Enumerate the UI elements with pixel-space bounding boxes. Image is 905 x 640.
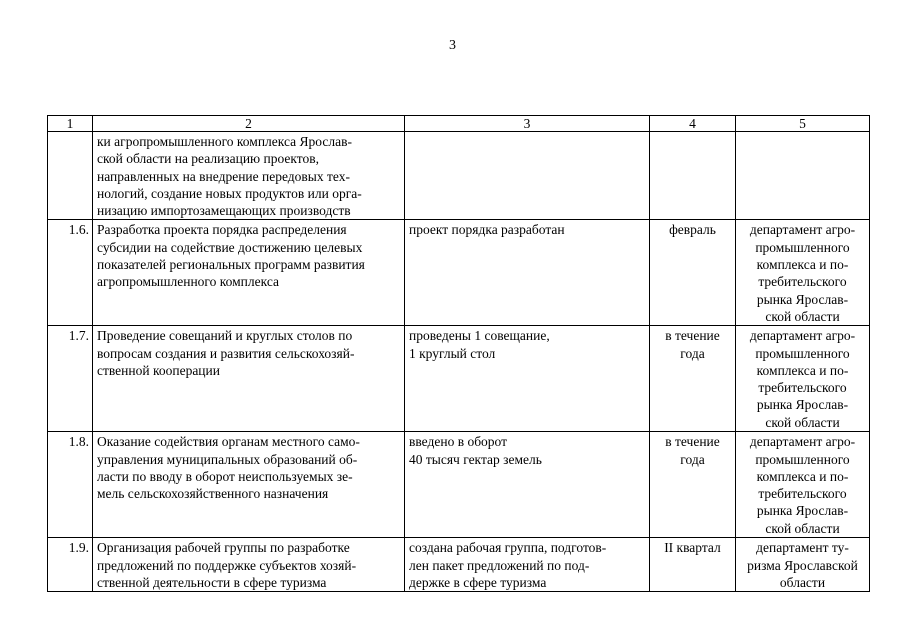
- table-row: [48, 326, 870, 432]
- cell-text-line: Разработка проекта порядка распределения: [97, 222, 347, 238]
- table-row: [48, 432, 870, 538]
- cell-text-line: департамент агро-: [749, 222, 856, 238]
- responsible-cell: [736, 326, 870, 432]
- cell-text-line: департамент агро-: [749, 328, 856, 344]
- cell-text-line: промышленного: [755, 451, 850, 467]
- column-header: 4: [650, 116, 736, 132]
- term-cell: [650, 538, 736, 592]
- cell-text-line: Проведение совещаний и круглых столов по: [97, 328, 353, 344]
- table-row: [48, 220, 870, 326]
- plan-table: [47, 115, 870, 592]
- activity-cell: [93, 220, 405, 326]
- cell-text-line: требительского: [758, 274, 847, 290]
- cell-text-line: низацию импортозамещающих производств: [97, 203, 351, 219]
- cell-text-line: ской области: [765, 308, 840, 324]
- cell-text-line: департамент агро-: [749, 434, 856, 450]
- cell-text-line: ственной кооперации: [97, 362, 220, 378]
- cell-text-line: предложений по поддержке субъектов хозяй-: [97, 557, 357, 573]
- result-cell: [405, 326, 650, 432]
- cell-text-line: ской области на реализацию проектов,: [97, 151, 320, 167]
- cell-text-line: проведены 1 совещание,: [409, 328, 550, 344]
- cell-text-line: Оказание содействия органам местного само-: [97, 434, 360, 450]
- cell-text-line: ризма Ярославской: [747, 557, 858, 573]
- table-row: [48, 538, 870, 592]
- row-number-cell: [48, 132, 93, 220]
- cell-text-line: промышленного: [755, 345, 850, 361]
- cell-text-line: комплекса и по-: [756, 257, 849, 273]
- cell-text-line: Организация рабочей группы по разработке: [97, 540, 350, 556]
- cell-text-line: 1 круглый стол: [409, 345, 496, 361]
- result-cell: [405, 432, 650, 538]
- page-number: 3: [449, 38, 456, 53]
- cell-text-line: промышленного: [755, 239, 850, 255]
- responsible-cell: [736, 132, 870, 220]
- term-cell: [650, 220, 736, 326]
- cell-text-line: проект порядка разработан: [409, 222, 565, 238]
- activity-cell: [93, 326, 405, 432]
- cell-text-line: держке в сфере туризма: [409, 574, 547, 590]
- column-header: 3: [405, 116, 650, 132]
- result-cell: [405, 132, 650, 220]
- cell-text-line: ственной деятельности в сфере туризма: [97, 574, 327, 590]
- cell-text-line: направленных на внедрение передовых тех-: [97, 168, 350, 184]
- result-cell: [405, 220, 650, 326]
- cell-text-line: агропромышленного комплекса: [97, 274, 279, 290]
- cell-text-line: субсидии на содействие достижению целевых: [97, 239, 363, 255]
- cell-text-line: II квартал: [664, 540, 721, 556]
- cell-text-line: рынка Ярослав-: [756, 291, 849, 307]
- cell-text-line: требительского: [758, 486, 847, 502]
- cell-text-line: комплекса и по-: [756, 362, 849, 378]
- cell-text-line: введено в оборот: [409, 434, 508, 450]
- cell-text-line: года: [680, 451, 705, 467]
- cell-text-line: лен пакет предложений по под-: [409, 557, 590, 573]
- cell-text-line: года: [680, 345, 705, 361]
- responsible-cell: [736, 220, 870, 326]
- responsible-cell: [736, 538, 870, 592]
- cell-text-line: ки агропромышленного комплекса Ярослав-: [97, 134, 352, 149]
- activity-cell: [93, 132, 405, 220]
- cell-text-line: нологий, создание новых продуктов или орга-: [97, 185, 362, 201]
- column-header: 2: [93, 116, 405, 132]
- term-cell: [650, 326, 736, 432]
- cell-text-line: ской области: [765, 520, 840, 536]
- activity-cell: [93, 538, 405, 592]
- activity-cell: [93, 432, 405, 538]
- cell-text-line: показателей региональных программ развития: [97, 257, 365, 273]
- result-cell: [405, 538, 650, 592]
- cell-text-line: в течение: [665, 434, 720, 450]
- cell-text-line: комплекса и по-: [756, 468, 849, 484]
- cell-text-line: области: [779, 574, 826, 590]
- row-number-cell: 1.6.: [48, 220, 93, 326]
- cell-text-line: 40 тысяч гектар земель: [409, 451, 542, 467]
- table-row: [48, 132, 870, 220]
- cell-text-line: управления муниципальных образований об-: [97, 451, 358, 467]
- cell-text-line: вопросам создания и развития сельскохозяй-: [97, 345, 355, 361]
- row-number-cell: 1.8.: [48, 432, 93, 538]
- term-cell: [650, 432, 736, 538]
- cell-text-line: мель сельскохозяйственного назначения: [97, 486, 329, 502]
- cell-text-line: рынка Ярослав-: [756, 503, 849, 519]
- responsible-cell: [736, 432, 870, 538]
- cell-text-line: февраль: [669, 222, 716, 238]
- cell-text-line: требительского: [758, 380, 847, 396]
- cell-text-line: ласти по вводу в оборот неиспользуемых зе-: [97, 468, 353, 484]
- cell-text-line: ской области: [765, 414, 840, 430]
- table-header-row: [48, 116, 870, 132]
- row-number-cell: 1.7.: [48, 326, 93, 432]
- cell-text-line: в течение: [665, 328, 720, 344]
- cell-text-line: рынка Ярослав-: [756, 397, 849, 413]
- row-number-cell: 1.9.: [48, 538, 93, 592]
- term-cell: [650, 132, 736, 220]
- cell-text-line: департамент ту-: [756, 540, 849, 556]
- column-header: 1: [48, 116, 93, 132]
- column-header: 5: [736, 116, 870, 132]
- cell-text-line: создана рабочая группа, подготов-: [409, 540, 607, 556]
